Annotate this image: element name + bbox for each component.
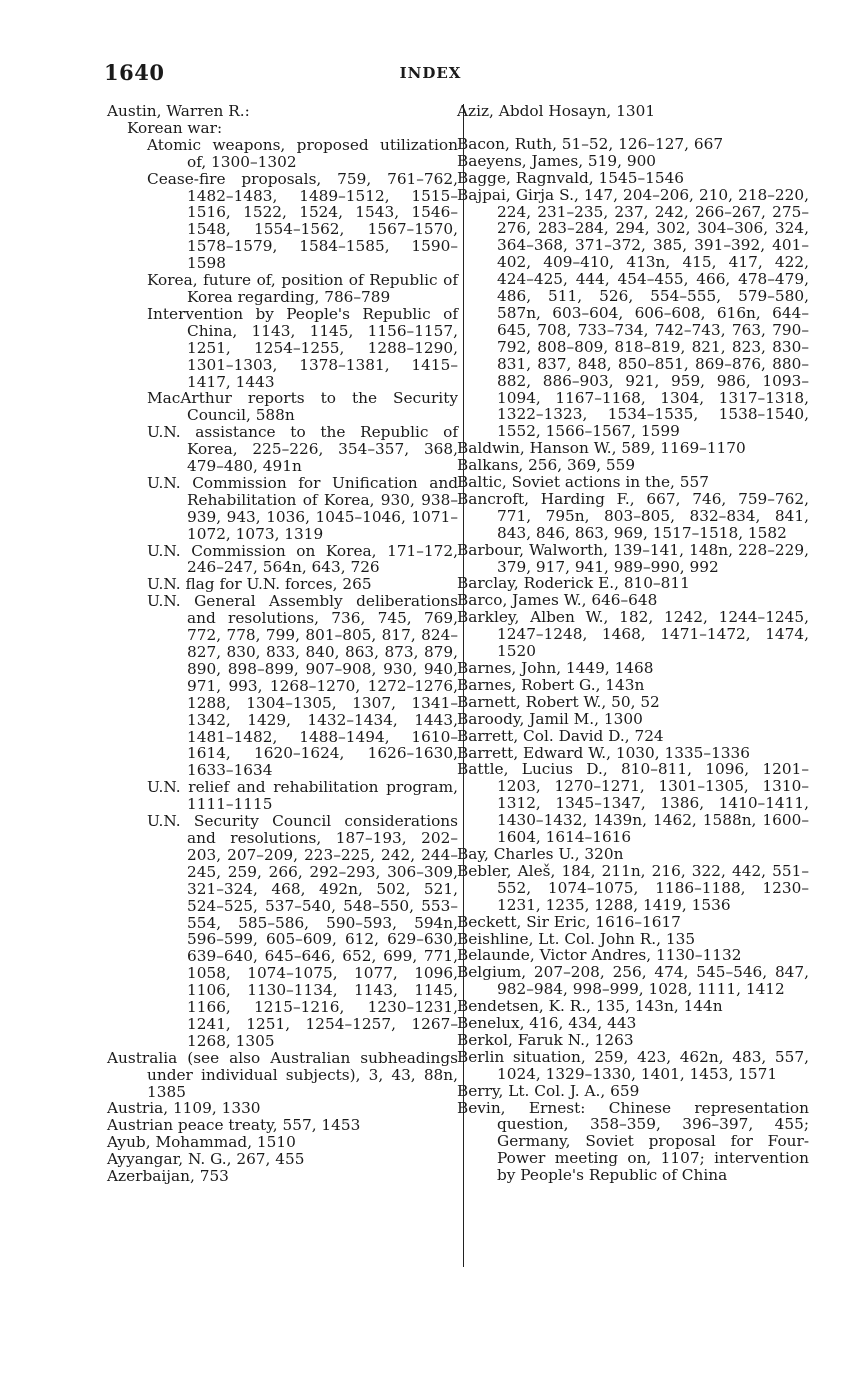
index-entry: Benelux, 416, 434, 443 <box>457 1014 637 1033</box>
index-entry: Berkol, Faruk N., 1263 <box>457 1030 634 1049</box>
index-entry: Beckett, Sir Eric, 1616–1617 <box>457 912 681 931</box>
index-entry: U.N. Commission on Korea, 171–172, 246–247, 564n, 643, 726 <box>147 541 458 577</box>
index-entry: Barrett, Col. David D., 724 <box>457 726 664 745</box>
index-entry: Australia (see also Australian subheadings under individual subjects), 3, 43, 88n, 1385 <box>107 1048 458 1101</box>
index-entry: Cease-fire proposals, 759, 761–762, 1482–1483, 1489–1512, 1515–1516, 1522, 1524, 1543, 1546–1548, 1554–1562, 1567–1570, 1578–1579, 1584–1585, 1590–1598 <box>147 169 458 273</box>
index-entry: Barnes, John, 1449, 1468 <box>457 659 654 677</box>
index-entry: Korea, future of, position of Republic of Korea regarding, 786–789 <box>147 271 458 306</box>
index-entry: Baltic, Soviet actions in the, 557 <box>457 473 709 492</box>
index-entry: Bancroft, Harding F., 667, 746, 759–762, 771, 795n, 803–805, 832–834, 841, 843, 846, 863, 969, 1517–1518, 1582 <box>457 489 809 542</box>
index-entry: Balkans, 256, 369, 559 <box>457 456 636 475</box>
index-entry: Barclay, Roderick E., 810–811 <box>457 574 690 593</box>
index-entry: U.N. Commission for Unification and Rehabilitation of Korea, 930, 938–939, 943, 1036, 1045–1046, 1071–1072, 1073, 1319 <box>147 473 458 543</box>
index-entry: Bacon, Ruth, 51–52, 126–127, 667 <box>457 134 724 153</box>
index-entry: U.N. General Assembly deliberations and resolutions, 736, 745, 769, 772, 778, 799, 801–805, 817, 824–827, 830, 833, 840, 863, 873, 879, 890, 898–899, 907–908, 930, 940, 971, 993, 1268–1270, 1272–1276, 1288, 1304–1305, 1307, 1341–1342, 1429, 1432–1434, 1443, 1481–1482, 1488–1494, 1610–1614, 1620–1624, 1626–1630, 1633–1634 <box>147 592 458 780</box>
running-head: INDEX <box>399 64 462 82</box>
index-entry: Austrian peace treaty, 557, 1453 <box>107 1116 361 1135</box>
index-entry: Bajpai, Girja S., 147, 204–206, 210, 218–220, 224, 231–235, 237, 242, 266–267, 275–276, 283–284, 294, 302, 304–306, 324, 364–368, 371–372, 385, 391–392, 401–402, 409–410, 413n, 415, 417, 422, 424–425, 444, 454–455, 466, 478–479, 486, 511, 526, 554–555, 579–580, 587n, 603–604, 606–608, 616n, 644–645, 708, 733–734, 742–743, 763, 790–792, 808–809, 818–819, 821, 823, 830–831, 837, 848, 850–851, 869–876, 880–882, 886–903, 921, 959, 986, 1093–1094, 1167–1168, 1304, 1317–1318, 1322–1323, 1534–1535, 1538–1540, 1552, 1566–1567, 1599 <box>457 185 809 441</box>
index-entry: Baldwin, Hanson W., 589, 1169–1170 <box>457 439 746 458</box>
index-entry: Austin, Warren R.: <box>107 102 250 120</box>
index-entry: Bevin, Ernest: Chinese representation question, 358–359, 396–397, 455; Germany, Soviet proposal for Four-Power meeting on, 1107; intervention by People's Republic of China <box>457 1098 809 1185</box>
index-entry: Bebler, Aleš, 184, 211n, 216, 322, 442, 551–552, 1074–1075, 1186–1188, 1230–1231, 1235, 1288, 1419, 1536 <box>457 861 809 914</box>
index-entry: Belgium, 207–208, 256, 474, 545–546, 847, 982–984, 998–999, 1028, 1111, 1412 <box>457 963 809 999</box>
index-entry: Belaunde, Victor Andres, 1130–1132 <box>457 946 742 965</box>
index-entry: MacArthur reports to the Security Council, 588n <box>147 389 458 425</box>
index-entry: Battle, Lucius D., 810–811, 1096, 1201–1203, 1270–1271, 1301–1305, 1310–1312, 1345–1347, 1386, 1410–1411, 1430–1432, 1439n, 1462, 1588n, 1600–1604, 1614–1616 <box>457 760 809 847</box>
index-entry: Berry, Lt. Col. J. A., 659 <box>457 1081 640 1100</box>
index-entry: Ayub, Mohammad, 1510 <box>107 1133 296 1152</box>
index-entry: Azerbaijan, 753 <box>107 1167 229 1186</box>
index-entry: Berlin situation, 259, 423, 462n, 483, 557, 1024, 1329–1330, 1401, 1453, 1571 <box>457 1047 809 1083</box>
index-entry: U.N. Security Council considerations and resolutions, 187–193, 202–203, 207–209, 223–225, 242, 244–245, 259, 266, 292–293, 306–309, 321–324, 468, 492n, 502, 521, 524–525, 537–540, 548–550, 553–554, 585–586, 590–593, 594n, 596–599, 605–609, 612, 629–630, 639–640, 645–646, 652, 699, 771, 1058, 1074–1075, 1077, 1096, 1106, 1130–1134, 1143, 1145, 1166, 1215–1216, 1230–1231, 1241, 1251, 1254–1257, 1267–1268, 1305 <box>147 812 458 1050</box>
index-entry: Bendetsen, K. R., 135, 143n, 144n <box>457 997 723 1016</box>
index-entry: Barrett, Edward W., 1030, 1335–1336 <box>457 743 750 762</box>
index-entry: Bagge, Ragnvald, 1545–1546 <box>457 168 685 187</box>
index-entry: Barco, James W., 646–648 <box>457 591 658 610</box>
index-column-left <box>107 103 458 1185</box>
page-number: 1640 <box>104 60 165 85</box>
index-entry: Austria, 1109, 1330 <box>107 1099 261 1118</box>
index-column-right <box>457 103 809 1184</box>
index-entry: Korean war: <box>127 118 223 137</box>
index-entry: Intervention by People's Republic of China, 1143, 1145, 1156–1157, 1251, 1254–1255, 1288–1290, 1301–1303, 1378–1381, 1415–1417, 1443 <box>147 304 458 391</box>
index-entry: Baroody, Jamil M., 1300 <box>457 709 643 728</box>
index-entry: Barbour, Walworth, 139–141, 148n, 228–229, 379, 917, 941, 989–990, 992 <box>457 540 809 576</box>
index-entry: Barnett, Robert W., 50, 52 <box>457 692 660 711</box>
index-entry: Ayyangar, N. G., 267, 455 <box>107 1150 305 1169</box>
index-entry: U.N. flag for U.N. forces, 265 <box>147 575 372 594</box>
index-entry: U.N. relief and rehabilitation program, 1111–1115 <box>147 778 458 814</box>
index-entry: Aziz, Abdol Hosayn, 1301 <box>457 102 656 120</box>
index-entry: Beishline, Lt. Col. John R., 135 <box>457 929 696 948</box>
index-entry: U.N. assistance to the Republic of Korea, 225–226, 354–357, 368, 479–480, 491n <box>147 423 458 476</box>
index-entry: Atomic weapons, proposed utilization of, 1300–1302 <box>147 135 458 171</box>
index-entry: Barnes, Robert G., 143n <box>457 675 645 694</box>
index-entry: Baeyens, James, 519, 900 <box>457 151 657 170</box>
index-entry: Barkley, Alben W., 182, 1242, 1244–1245, 1247–1248, 1468, 1471–1472, 1474, 1520 <box>457 608 809 661</box>
index-entry: Bay, Charles U., 320n <box>457 844 624 863</box>
